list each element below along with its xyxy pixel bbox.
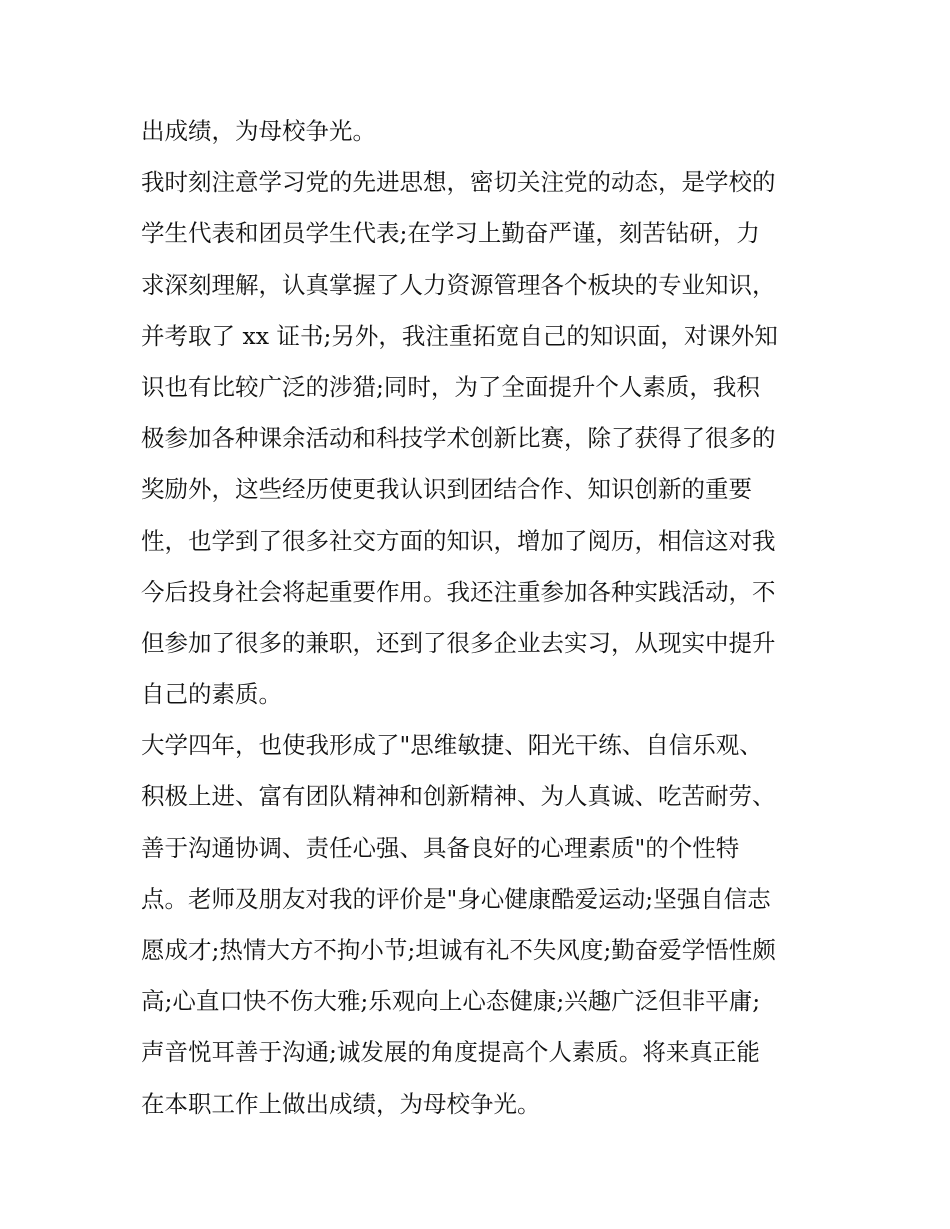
text-line: 奖励外，这些经历使更我认识到团结合作、知识创新的重要 [141,475,752,504]
text-line: 声音悦耳善于沟通;诚发展的角度提高个人素质。将来真正能 [141,1038,760,1067]
text-line: 点。老师及朋友对我的评价是"身心健康酷爱运动;坚强自信志 [141,884,771,913]
text-line: 极参加各种课余活动和科技学术创新比赛，除了获得了很多的 [141,424,776,453]
text-line: 性，也学到了很多社交方面的知识，增加了阅历，相信这对我 [141,526,776,555]
text-line: 学生代表和团员学生代表;在学习上勤奋严谨，刻苦钻研，力 [141,219,760,248]
text-line: 但参加了很多的兼职，还到了很多企业去实习，从现实中提升 [141,628,776,657]
text-line: 大学四年，也使我形成了"思维敏捷、阳光干练、自信乐观、 [141,731,763,760]
text-line: 善于沟通协调、责任心强、具备良好的心理素质"的个性特 [141,833,740,862]
body-text [141,106,821,1130]
text-line: 我时刻注意学习党的先进思想，密切关注党的动态，是学校的 [141,168,776,197]
text-line: 今后投身社会将起重要作用。我还注重参加各种实践活动，不 [141,577,776,606]
text-line: 自己的素质。 [141,680,282,709]
text-line: 积极上进、富有团队精神和创新精神、为人真诚、吃苦耐劳、 [141,782,776,811]
text-line: 高;心直口快不伤大雅;乐观向上心态健康;兴趣广泛但非平庸; [141,987,761,1016]
text-line: 并考取了 xx 证书;另外，我注重拓宽自己的知识面，对课外知 [141,321,778,350]
text-line: 愿成才;热情大方不拘小节;坦诚有礼不失风度;勤奋爱学悟性颇 [141,936,776,964]
text-line: 识也有比较广泛的涉猎;同时，为了全面提升个人素质，我积 [141,372,760,401]
text-line: 出成绩，为母校争光。 [141,117,376,145]
text-line: 在本职工作上做出成绩，为母校争光。 [141,1089,541,1118]
text-line: 求深刻理解，认真掌握了人力资源管理各个板块的专业知识， [141,270,776,299]
